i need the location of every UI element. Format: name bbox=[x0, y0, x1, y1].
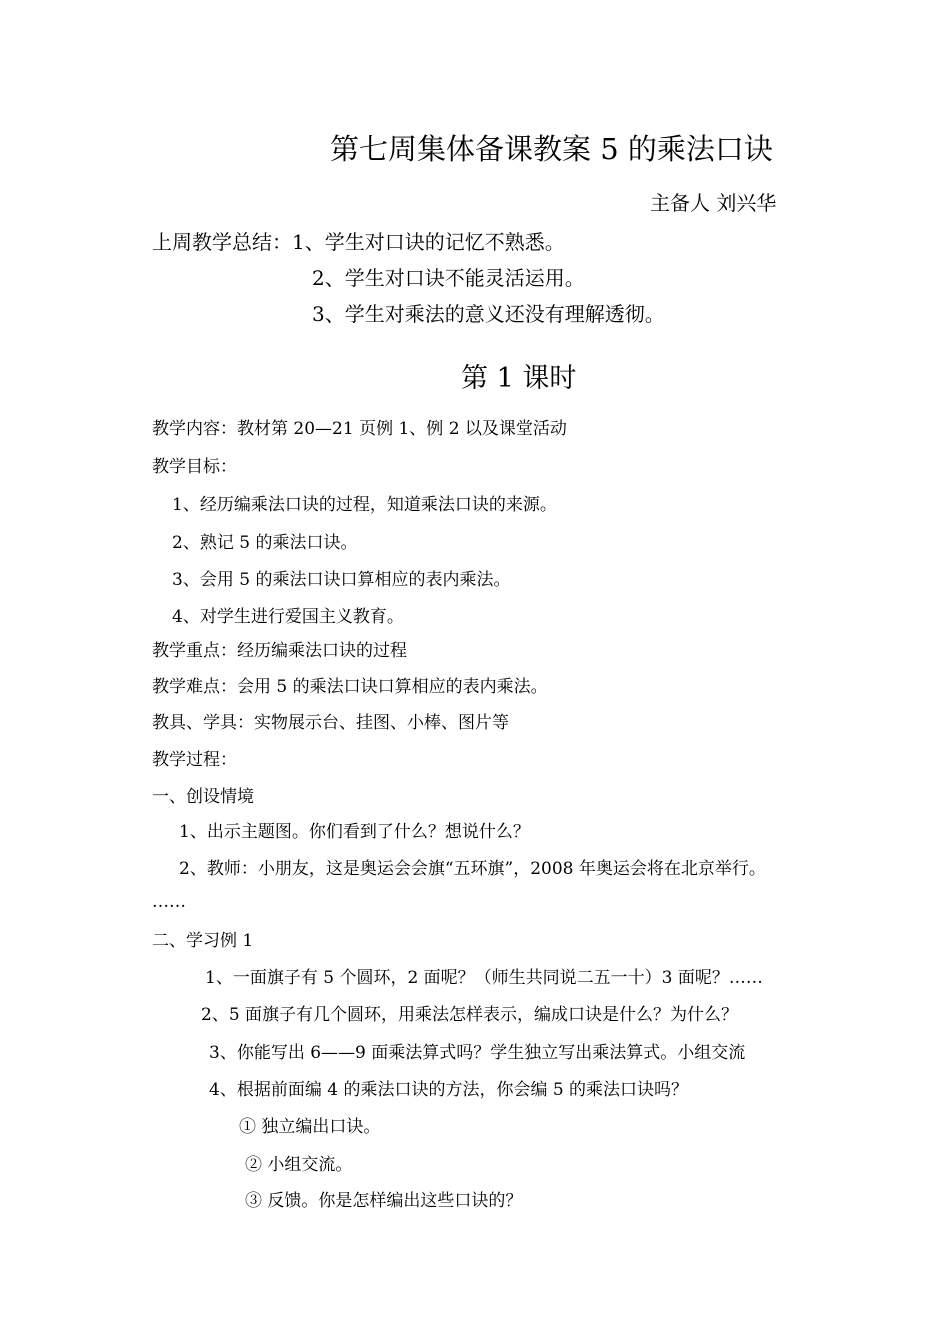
ellipsis: …… bbox=[152, 892, 186, 912]
section-2-heading: 二、学习例 1 bbox=[152, 931, 254, 951]
difficulty: 教学难点：会用 5 的乘法口诀口算相应的表内乘法。 bbox=[152, 677, 548, 697]
page-title: 第七周集体备课教案 5 的乘法口诀 bbox=[330, 132, 773, 166]
goal-item: 4、对学生进行爱国主义教育。 bbox=[172, 607, 404, 627]
section-1-heading: 一、创设情境 bbox=[152, 787, 254, 807]
teaching-tools: 教具、学具：实物展示台、挂图、小棒、图片等 bbox=[152, 713, 509, 733]
section-2-subitem: ① 独立编出口诀。 bbox=[239, 1117, 381, 1137]
teaching-content: 教学内容：教材第 20—21 页例 1、例 2 以及课堂活动 bbox=[152, 419, 567, 439]
section-2-item: 2、5 面旗子有几个圆环，用乘法怎样表示，编成口诀是什么？为什么？ bbox=[201, 1005, 739, 1025]
section-2-subitem: ② 小组交流。 bbox=[245, 1155, 353, 1175]
section-2-item: 4、根据前面编 4 的乘法口诀的方法，你会编 5 的乘法口诀吗？ bbox=[209, 1080, 689, 1100]
lesson-title: 第 1 课时 bbox=[461, 363, 577, 394]
process-heading: 教学过程： bbox=[152, 750, 237, 770]
section-1-item: 1、出示主题图。你们看到了什么？想说什么？ bbox=[179, 822, 530, 842]
section-2-subitem: ③ 反馈。你是怎样编出这些口诀的？ bbox=[245, 1191, 523, 1211]
summary-item-2: 2、学生对口诀不能灵活运用。 bbox=[312, 266, 585, 290]
summary-item-3: 3、学生对乘法的意义还没有理解透彻。 bbox=[312, 302, 665, 326]
author-line: 主备人 刘兴华 bbox=[650, 191, 777, 215]
summary-item-1: 上周教学总结：1、学生对口诀的记忆不熟悉。 bbox=[152, 230, 565, 254]
goals-heading: 教学目标： bbox=[152, 457, 237, 477]
key-point: 教学重点：经历编乘法口诀的过程 bbox=[152, 641, 407, 661]
goal-item: 2、熟记 5 的乘法口诀。 bbox=[172, 533, 358, 553]
goal-item: 3、会用 5 的乘法口诀口算相应的表内乘法。 bbox=[172, 570, 511, 590]
section-2-item: 1、一面旗子有 5 个圆环，2 面呢？（师生共同说二五一十）3 面呢？…… bbox=[205, 968, 763, 988]
goal-item: 1、经历编乘法口诀的过程，知道乘法口诀的来源。 bbox=[172, 495, 557, 515]
section-2-item: 3、你能写出 6——9 面乘法算式吗？学生独立写出乘法算式。小组交流 bbox=[209, 1043, 746, 1063]
section-1-item: 2、教师：小朋友，这是奥运会会旗“五环旗”，2008 年奥运会将在北京举行。 bbox=[179, 859, 766, 879]
